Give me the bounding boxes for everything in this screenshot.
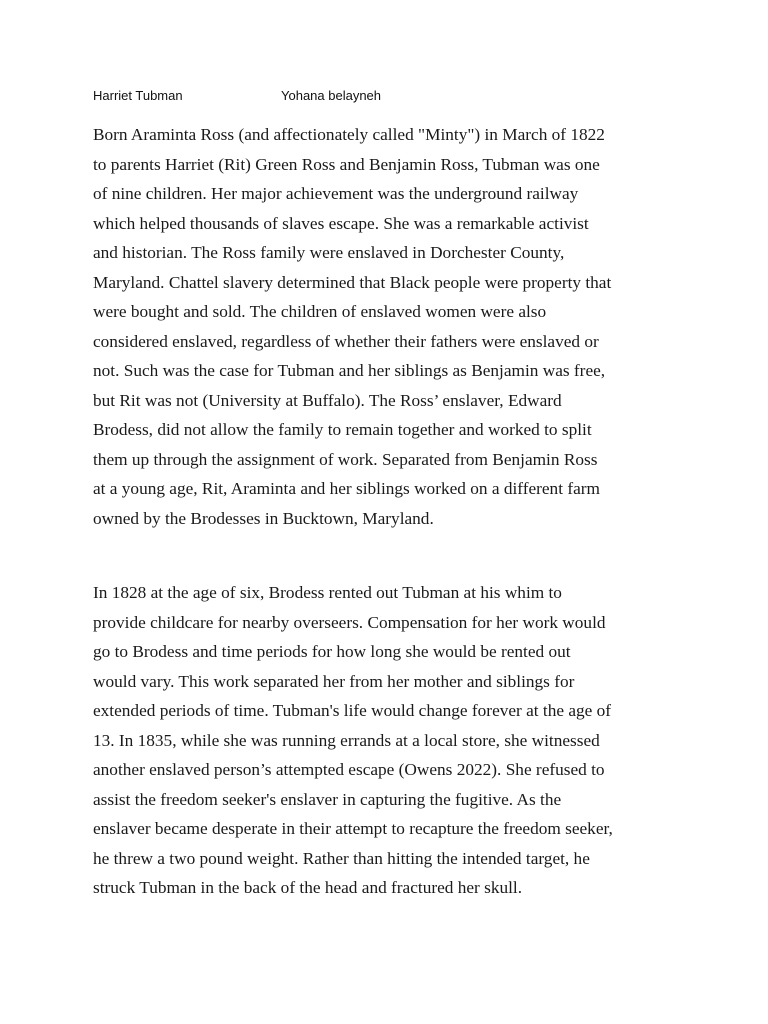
text-line: would vary. This work separated her from her mother and siblings for [93,671,575,691]
author-name: Yohana belayneh [281,88,382,103]
text-line: he threw a two pound weight. Rather than hitting the intended target, he [93,848,590,868]
text-line: Maryland. Chattel slavery determined that Black people were property that [93,272,612,292]
text-line: provide childcare for nearby overseers. Compensation for her work would [93,612,606,632]
text-line: which helped thousands of slaves escape. She was a remarkable activist [93,213,589,233]
paragraph-1 [93,120,676,533]
text-line: of nine children. Her major achievement was the underground railway [93,184,579,203]
document-header [93,87,693,105]
document-title: Harriet Tubman [93,88,183,103]
text-line: but Rit was not (University at Buffalo). The Ross’ enslaver, Edward [93,390,562,410]
text-line: struck Tubman in the back of the head and fractured her skull. [93,878,523,897]
text-line: 13. In 1835, while she was running errands at a local store, she witnessed [93,730,600,750]
text-line: enslaver became desperate in their attempt to recapture the freedom seeker, [93,819,613,838]
text-line: were bought and sold. The children of enslaved women were also [93,302,547,321]
text-line: assist the freedom seeker's enslaver in capturing the fugitive. As the [93,789,562,809]
text-line: Brodess, did not allow the family to remain together and worked to split [93,420,592,439]
text-line: and historian. The Ross family were enslaved in Dorchester County, [93,243,565,262]
text-line: go to Brodess and time periods for how long she would be rented out [93,642,571,661]
text-line: In 1828 at the age of six, Brodess rented out Tubman at his whim to [93,583,562,602]
text-line: them up through the assignment of work. Separated from Benjamin Ross [93,449,598,469]
text-line: at a young age, Rit, Araminta and her siblings worked on a different farm [93,479,600,498]
text-line: considered enslaved, regardless of whether their fathers were enslaved or [93,331,599,351]
paragraph-2 [93,578,676,903]
text-line: Born Araminta Ross (and affectionately called "Minty") in March of 1822 [93,125,605,144]
text-line: to parents Harriet (Rit) Green Ross and Benjamin Ross, Tubman was one [93,154,600,174]
text-line: not. Such was the case for Tubman and her siblings as Benjamin was free, [93,361,606,380]
text-line: owned by the Brodesses in Bucktown, Maryland. [93,508,434,528]
text-line: extended periods of time. Tubman's life would change forever at the age of [93,701,612,720]
text-line: another enslaved person’s attempted escape (Owens 2022). She refused to [93,760,605,779]
